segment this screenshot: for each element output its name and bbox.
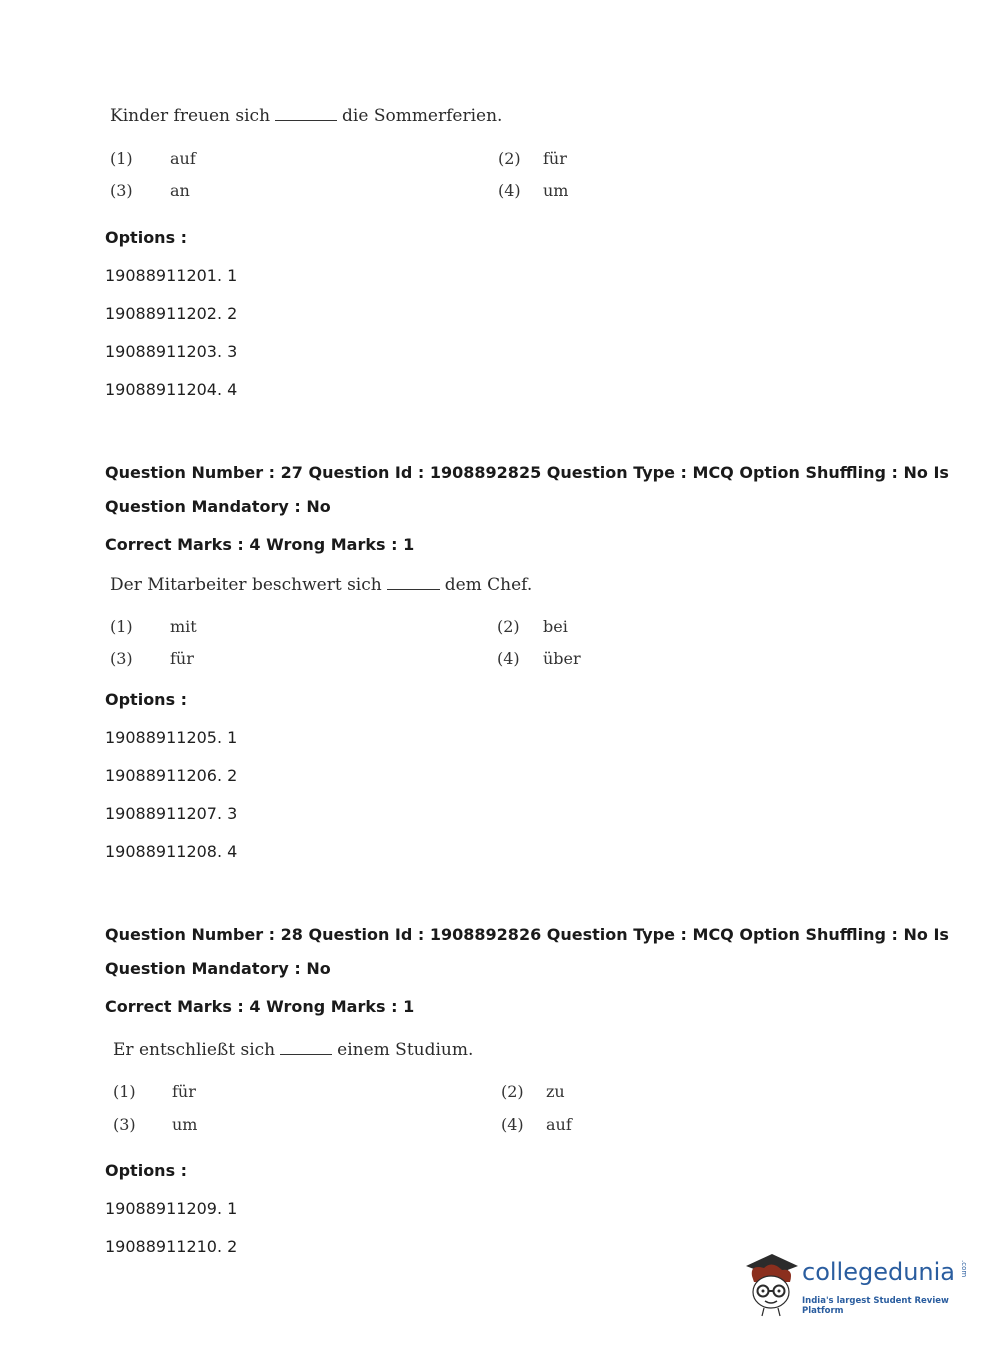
q1-choice-4-num: (4) xyxy=(498,181,521,200)
q3-header-line2: Question Mandatory : No xyxy=(105,959,331,978)
q3-choice-4-num: (4) xyxy=(501,1115,524,1134)
q3-sentence-after: einem Studium. xyxy=(337,1040,474,1060)
q1-choice-1-num: (1) xyxy=(110,149,133,168)
q2-header-line2: Question Mandatory : No xyxy=(105,497,331,516)
q1-option-4: 19088911204. 4 xyxy=(105,380,238,399)
q1-option-1: 19088911201. 1 xyxy=(105,266,238,285)
q1-sentence-after: die Sommerferien. xyxy=(342,106,503,126)
logo-domain: .com xyxy=(960,1260,968,1278)
q2-sentence xyxy=(110,575,532,595)
q2-choice-1-num: (1) xyxy=(110,617,133,636)
q3-option-1: 19088911209. 1 xyxy=(105,1199,238,1218)
q2-choice-1-text: mit xyxy=(170,617,197,636)
q3-choice-4-text: auf xyxy=(546,1115,572,1134)
logo-tagline: India's largest Student Review Platform xyxy=(802,1296,949,1316)
q2-option-1: 19088911205. 1 xyxy=(105,728,238,747)
logo-wordmark: collegedunia xyxy=(802,1258,956,1286)
q2-choice-2-num: (2) xyxy=(497,617,520,636)
q1-choice-2-num: (2) xyxy=(498,149,521,168)
q2-choice-4-text: über xyxy=(543,649,581,668)
q1-choice-3-num: (3) xyxy=(110,181,133,200)
q3-header-line1: Question Number : 28 Question Id : 1908892826 Question Type : MCQ Option Shuffling : No Is xyxy=(105,925,949,944)
q1-sentence-before: Kinder freuen sich xyxy=(110,106,271,126)
q3-sentence-before: Er entschließt sich xyxy=(113,1040,276,1060)
q1-blank xyxy=(275,119,337,121)
q2-option-4: 19088911208. 4 xyxy=(105,842,238,861)
q3-choice-1-text: für xyxy=(172,1082,196,1101)
q3-choice-3-text: um xyxy=(172,1115,198,1134)
q3-option-2: 19088911210. 2 xyxy=(105,1237,238,1256)
q2-choice-3-text: für xyxy=(170,649,194,668)
q1-choice-2-text: für xyxy=(543,149,567,168)
q2-header-line1: Question Number : 27 Question Id : 1908892825 Question Type : MCQ Option Shuffling : No Is xyxy=(105,463,949,482)
q1-choice-3-text: an xyxy=(170,181,190,200)
q1-choice-4-text: um xyxy=(543,181,569,200)
q3-choice-2-text: zu xyxy=(546,1082,565,1101)
q1-option-2: 19088911202. 2 xyxy=(105,304,238,323)
q2-option-3: 19088911207. 3 xyxy=(105,804,238,823)
q3-choice-2-num: (2) xyxy=(501,1082,524,1101)
q3-choice-1-num: (1) xyxy=(113,1082,136,1101)
q3-marks: Correct Marks : 4 Wrong Marks : 1 xyxy=(105,997,415,1016)
q2-sentence-after: dem Chef. xyxy=(444,575,533,595)
q1-option-3: 19088911203. 3 xyxy=(105,342,238,361)
q1-choice-1-text: auf xyxy=(170,149,196,168)
q3-sentence xyxy=(113,1040,473,1060)
q2-options-label: Options : xyxy=(105,690,188,709)
q2-option-2: 19088911206. 2 xyxy=(105,766,238,785)
q3-options-label: Options : xyxy=(105,1161,188,1180)
q2-choice-4-num: (4) xyxy=(497,649,520,668)
q3-choice-3-num: (3) xyxy=(113,1115,136,1134)
q2-sentence-before: Der Mitarbeiter beschwert sich xyxy=(110,575,382,595)
q1-sentence xyxy=(110,106,502,126)
q2-marks: Correct Marks : 4 Wrong Marks : 1 xyxy=(105,535,415,554)
mascot-icon xyxy=(742,1250,802,1320)
q2-choice-2-text: bei xyxy=(543,617,568,636)
q2-blank xyxy=(387,588,440,590)
collegedunia-logo xyxy=(742,1250,972,1320)
q3-blank xyxy=(280,1053,332,1055)
q2-choice-3-num: (3) xyxy=(110,649,133,668)
q1-options-label: Options : xyxy=(105,228,188,247)
